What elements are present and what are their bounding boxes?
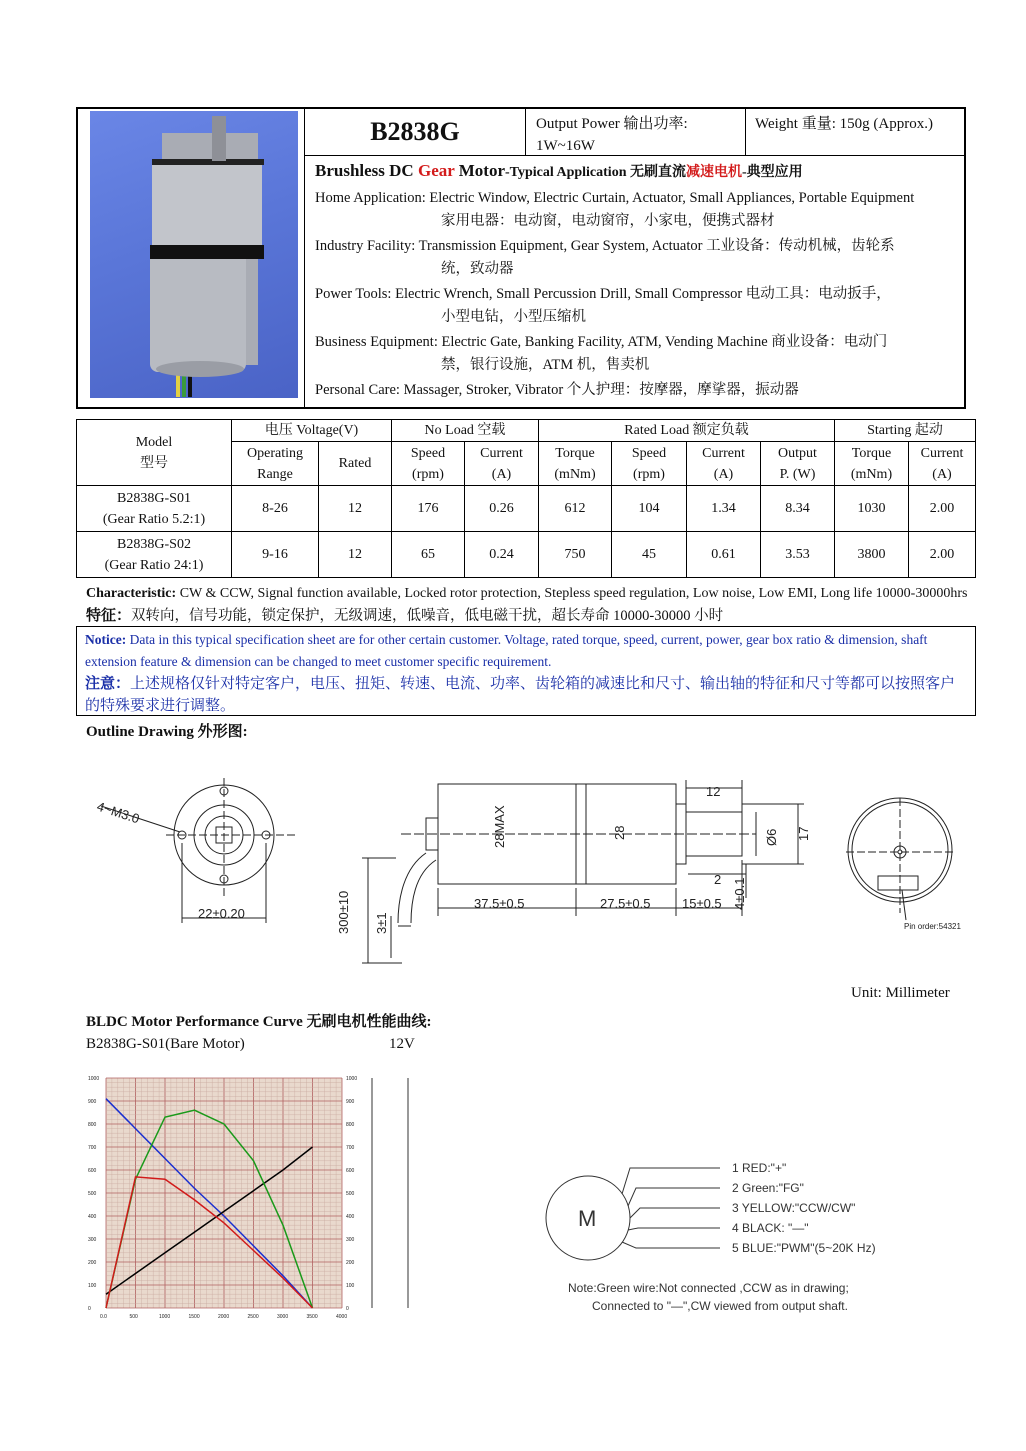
side-view [362, 780, 804, 963]
wire-4: 4 BLACK: "—" [732, 1221, 809, 1235]
wiring-diagram [540, 1150, 920, 1320]
cell-range: 9-16 [232, 532, 319, 578]
app-industry-en: Industry Facility: Transmission Equipment, Gear System, Actuator 工业设备：传动机械，齿轮系 [315, 238, 895, 254]
dim-len1: 37.5±0.5 [474, 896, 525, 911]
cell-power: 8.34 [761, 486, 835, 532]
performance-voltage: 12V [389, 1036, 415, 1052]
cell-speed: 104 [612, 486, 687, 532]
th-nl-current: Current (A) [465, 442, 539, 486]
dim-strip: 3±1 [374, 912, 389, 934]
y2-tick-label: 0 [346, 1306, 349, 1312]
app-business-zh: 禁，银行设施，ATM 机，售卖机 [441, 357, 650, 373]
app-personal-en: Personal Care: Massager, Stroker, Vibrator 个人护理：按摩器，摩挲器，振动器 [315, 382, 799, 398]
th-torque: Torque (mNm) [539, 442, 612, 486]
weight: Weight 重量: 150g (Approx.) [755, 116, 933, 132]
pin-order-label: Pin order:54321 [904, 922, 961, 931]
cell-st-current: 2.00 [909, 532, 976, 578]
th-st-torque: Torque (mNm) [835, 442, 909, 486]
th-operating-range: Operating Range [232, 442, 319, 486]
app-tools-en: Power Tools: Electric Wrench, Small Percussion Drill, Small Compressor 电动工具：电动扳手， [315, 286, 891, 302]
wire-5: 5 BLUE:"PWM"(5~20K Hz) [732, 1241, 876, 1255]
dim-2: 2 [714, 872, 722, 887]
th-starting: Starting 起动 [835, 420, 976, 442]
dim-28: 28 [612, 825, 627, 840]
outline-title: Outline Drawing 外形图: [86, 724, 248, 740]
notice-box: Notice: Data in this typical specification sheet are for other certain customer. Voltage, rated torque, speed, current, power, gear box ratio & dimension, shaft extension feature & dimension can be changed to meet customer specific requirement. 注意：上述规格仅针对特定客户，电压、扭矩、转速、电流、功率、齿轮箱的减速比和尺寸、输出轴的特征和尺寸等都可以按照客户的特殊要求进行调整。 [76, 626, 976, 716]
y2-tick-label: 700 [346, 1145, 355, 1151]
y-tick-label: 500 [88, 1191, 97, 1197]
table-row [77, 532, 976, 578]
y2-tick-label: 600 [346, 1168, 355, 1174]
cell-nl-speed: 65 [392, 532, 465, 578]
x-tick-label: 2500 [247, 1314, 259, 1320]
y2-tick-label: 500 [346, 1191, 355, 1197]
output-power: Output Power 输出功率: 1W~16W [536, 116, 688, 154]
y2-tick-label: 1000 [346, 1076, 358, 1082]
cell-power: 3.53 [761, 532, 835, 578]
performance-title: BLDC Motor Performance Curve 无刷电机性能曲线: [86, 1014, 432, 1030]
front-view [101, 778, 296, 923]
cell-nl-current: 0.24 [465, 532, 539, 578]
y-tick-label: 700 [88, 1145, 97, 1151]
th-st-current: Current (A) [909, 442, 976, 486]
y-tick-label: 800 [88, 1122, 97, 1128]
cell-st-torque: 1030 [835, 486, 909, 532]
rear-view [846, 798, 956, 920]
th-model: Model 型号 [77, 420, 232, 486]
screw-label: 4~M3.0 [95, 798, 142, 827]
chart-grid [106, 1078, 342, 1308]
application-title: Brushless DC Gear Motor-Typical Application 无刷直流减速电机-典型应用 [315, 161, 803, 180]
table-row [77, 486, 976, 532]
performance-chart [86, 1062, 426, 1327]
y-tick-label: 900 [88, 1099, 97, 1105]
y2-tick-label: 200 [346, 1260, 355, 1266]
wire-3: 3 YELLOW:"CCW/CW" [732, 1201, 856, 1215]
dim-len3: 15±0.5 [682, 896, 722, 911]
y-tick-label: 200 [88, 1260, 97, 1266]
th-rated: Rated [319, 442, 392, 486]
cell-rated: 12 [319, 486, 392, 532]
x-tick-label: 1000 [159, 1314, 171, 1320]
dim-len2: 27.5±0.5 [600, 896, 651, 911]
dim-12: 12 [706, 784, 721, 799]
th-no-load: No Load 空载 [392, 420, 539, 442]
dim-4: 4±0.1 [732, 877, 747, 910]
th-nl-speed: Speed (rpm) [392, 442, 465, 486]
app-home-zh: 家用电器：电动窗，电动窗帘，小家电，便携式器材 [441, 213, 775, 229]
y2-tick-label: 900 [346, 1099, 355, 1105]
y-tick-label: 400 [88, 1214, 97, 1220]
cell-torque: 612 [539, 486, 612, 532]
cell-speed: 45 [612, 532, 687, 578]
cell-model: B2838G-S02 (Gear Ratio 24:1) [77, 532, 232, 578]
spec-table [76, 419, 976, 578]
cell-rated: 12 [319, 532, 392, 578]
th-rated-load: Rated Load 额定负载 [539, 420, 835, 442]
cell-torque: 750 [539, 532, 612, 578]
dim-d6: Ø6 [764, 828, 779, 846]
x-tick-label: 3000 [277, 1314, 289, 1320]
wiring-note-2: Connected to "—",CW viewed from output shaft. [592, 1299, 848, 1313]
cell-range: 8-26 [232, 486, 319, 532]
wiring-note-1: Note:Green wire:Not connected ,CCW as in drawing; [568, 1281, 849, 1295]
y-tick-label: 100 [88, 1283, 97, 1289]
app-business-en: Business Equipment: Electric Gate, Banking Facility, ATM, Vending Machine 商业设备：电动门 [315, 334, 888, 350]
y-tick-label: 600 [88, 1168, 97, 1174]
motor-image-icon [90, 111, 298, 398]
app-home-en: Home Application: Electric Window, Electric Curtain, Actuator, Small Appliances, Portable Equipment [315, 190, 915, 206]
y-tick-label: 0 [88, 1306, 91, 1312]
cell-nl-current: 0.26 [465, 486, 539, 532]
x-tick-label: 500 [129, 1314, 138, 1320]
cell-current: 0.61 [687, 532, 761, 578]
dim-17: 17 [796, 826, 811, 841]
wire-lines [622, 1168, 720, 1248]
pcd-label: 22±0.20 [198, 906, 245, 921]
app-tools-zh: 小型电钻，小型压缩机 [441, 309, 586, 325]
th-voltage: 电压 Voltage(V) [232, 420, 392, 442]
th-current: Current (A) [687, 442, 761, 486]
y-tick-label: 1000 [88, 1076, 100, 1082]
model-number: B2838G [370, 117, 460, 146]
performance-model: B2838G-S01(Bare Motor) [86, 1036, 245, 1052]
th-output: Output P. (W) [761, 442, 835, 486]
dim-lead: 300±10 [336, 890, 351, 934]
dim-28max: 28MAX [492, 805, 507, 848]
cell-model: B2838G-S01 (Gear Ratio 5.2:1) [77, 486, 232, 532]
wire-1: 1 RED:"+" [732, 1161, 787, 1175]
motor-label: M [578, 1206, 597, 1231]
cell-st-torque: 3800 [835, 532, 909, 578]
th-speed: Speed (rpm) [612, 442, 687, 486]
outline-drawing [86, 748, 986, 983]
y2-tick-label: 300 [346, 1237, 355, 1243]
x-tick-label: 4000 [336, 1314, 348, 1320]
characteristic: Characteristic: CW & CCW, Signal function available, Locked rotor protection, Stepless speed regulation, Low noise, Low EMI, Long life 10000-30000hrs 特征：双转向，信号功能，锁定保护，无级调速，低噪音，低电磁干扰，超长寿命 10000-30000 小时 [86, 586, 968, 624]
cell-st-current: 2.00 [909, 486, 976, 532]
x-tick-label: 0.0 [100, 1314, 107, 1320]
y2-tick-label: 400 [346, 1214, 355, 1220]
x-tick-label: 2000 [218, 1314, 230, 1320]
x-tick-label: 1500 [188, 1314, 200, 1320]
y-tick-label: 300 [88, 1237, 97, 1243]
app-industry-zh: 统，致动器 [441, 261, 514, 277]
cell-current: 1.34 [687, 486, 761, 532]
product-header [76, 107, 966, 409]
motor-photo [90, 111, 298, 398]
y2-tick-label: 100 [346, 1283, 355, 1289]
cell-nl-speed: 176 [392, 486, 465, 532]
x-tick-label: 3500 [306, 1314, 318, 1320]
wire-2: 2 Green:"FG" [732, 1181, 804, 1195]
unit-label: Unit: Millimeter [851, 985, 950, 1001]
y2-tick-label: 800 [346, 1122, 355, 1128]
